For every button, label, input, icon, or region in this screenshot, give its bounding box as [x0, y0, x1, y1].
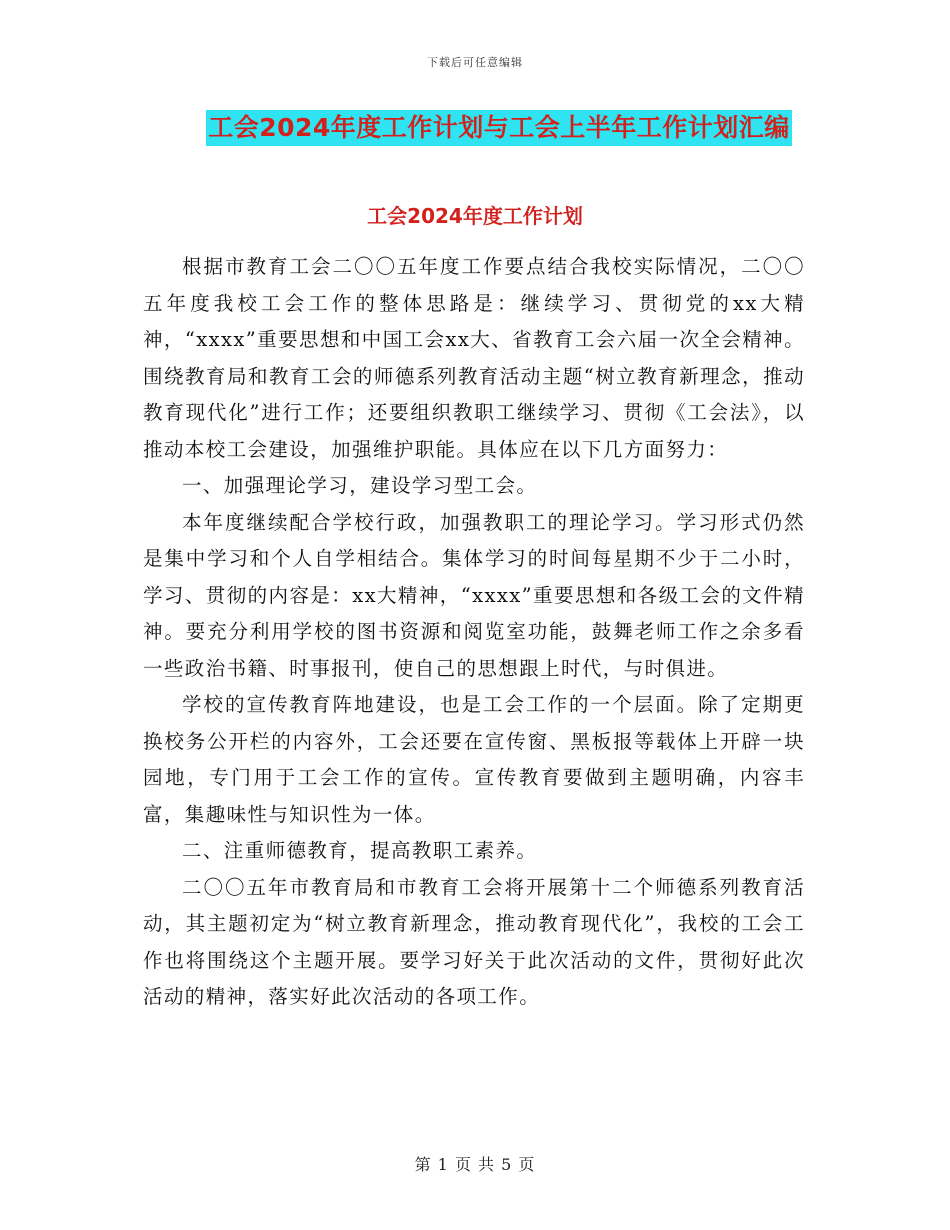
document-title: 工会2024年度工作计划与工会上半年工作计划汇编: [206, 110, 792, 146]
paragraph-intro: 根据市教育工会二〇〇五年度工作要点结合我校实际情况，二〇〇五年度我校工会工作的整体思路是：继续学习、贯彻党的xx大精神，“xxxx”重要思想和中国工会xx大、省教育工会六届一次全会精神。围绕教育局和教育工会的师德系列教育活动主题“树立教育新理念，推动教育现代化”进行工作；还要组织教职工继续学习、贯彻《工会法》，以推动本校工会建设，加强维护职能。具体应在以下几方面努力：: [143, 255, 805, 461]
page-footer: 第 1 页 共 5 页: [414, 1155, 536, 1174]
paragraph-heading-2: 二、注重师德教育，提高教职工素养。: [182, 839, 538, 862]
paragraph-theory-study: 本年度继续配合学校行政，加强教职工的理论学习。学习形式仍然是集中学习和个人自学相结合。集体学习的时间每星期不少于二小时，学习、贯彻的内容是：xx大精神，“xxxx”重要思想和各级工会的文件精神。要充分利用学校的图书资源和阅览室功能，鼓舞老师工作之余多看一些政治书籍、时事报刊，使自己的思想跟上时代，与时俱进。: [143, 510, 805, 680]
section-title: 工会2024年度工作计划: [367, 204, 583, 228]
main-title-container: [0, 110, 950, 146]
paragraph-propaganda: 学校的宣传教育阵地建设，也是工会工作的一个层面。除了定期更换校务公开栏的内容外，工会还要在宣传窗、黑板报等载体上开辟一块园地，专门用于工会工作的宣传。宣传教育要做到主题明确，内容丰富，集趣味性与知识性为一体。: [143, 693, 805, 826]
page-header-note: 下载后可任意编辑: [427, 56, 523, 69]
paragraph-ethics-education: 二〇〇五年市教育局和市教育工会将开展第十二个师德系列教育活动，其主题初定为“树立教育新理念，推动教育现代化”，我校的工会工作也将围绕这个主题开展。要学习好关于此次活动的文件，贯彻好此次活动的精神，落实好此次活动的各项工作。: [143, 875, 805, 1008]
paragraph-heading-1: 一、加强理论学习，建设学习型工会。: [182, 474, 538, 497]
document-body: [143, 249, 805, 1016]
